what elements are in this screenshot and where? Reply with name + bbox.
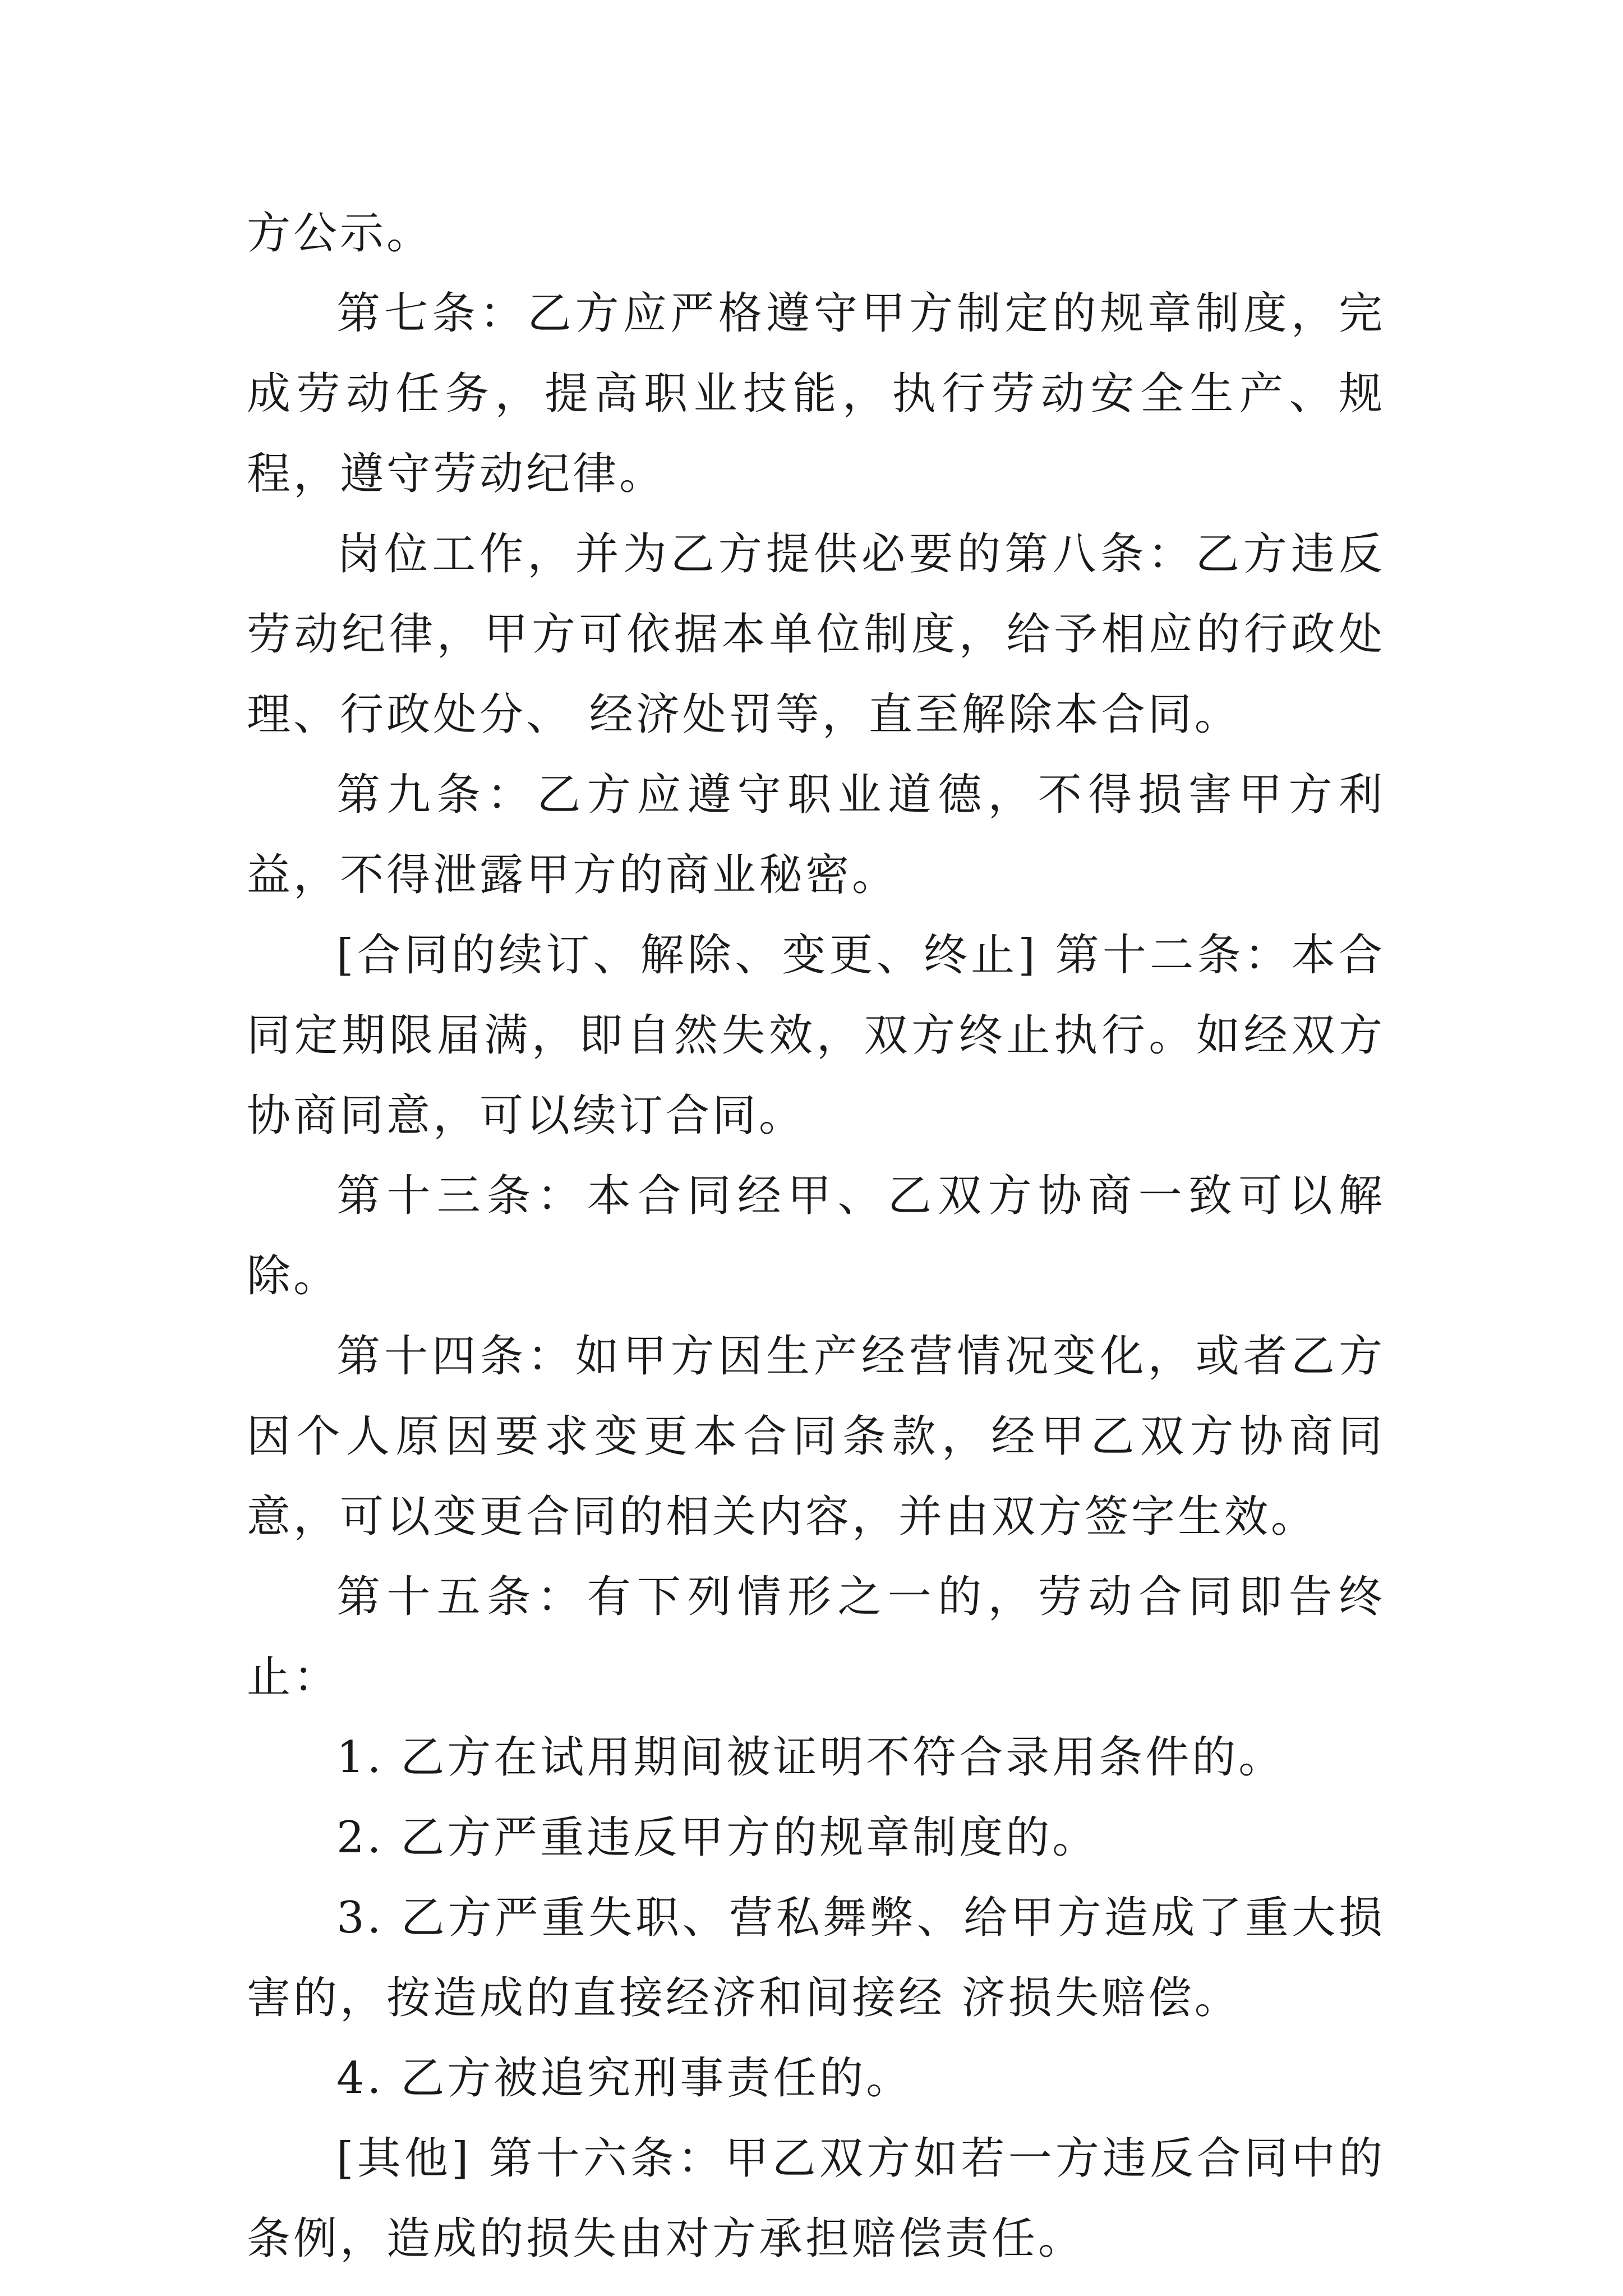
document-body xyxy=(247,194,1385,2279)
paragraph-article-14: 第十四条：如甲方因生产经营情况变化，或者乙方因个人原因要求变更本合同条款，经甲乙双方协商同意，可以变更合同的相关内容，并由双方签字生效。 xyxy=(247,1331,1385,1542)
paragraph-article-9: 第九条：乙方应遵守职业道德，不得损害甲方利益，不得泄露甲方的商业秘密。 xyxy=(247,770,1385,900)
paragraph-article-7: 第七条：乙方应严格遵守甲方制定的规章制度，完成劳动任务，提高职业技能，执行劳动安全生产、规程，遵守劳动纪律。 xyxy=(247,288,1385,499)
paragraph-article-13: 第十三条：本合同经甲、乙双方协商一致可以解除。 xyxy=(247,1171,1385,1301)
list-item-2: 2. 乙方严重违反甲方的规章制度的。 xyxy=(336,1812,1099,1863)
paragraph-article-8: 岗位工作，并为乙方提供必要的第八条：乙方违反劳动纪律，甲方可依据本单位制度，给予相应的行政处理、行政处分、 经济处罚等，直至解除本合同。 xyxy=(247,529,1385,740)
paragraph-article-12: [合同的续订、解除、变更、终止] 第十二条：本合同定期限届满，即自然失效，双方终止执行。如经双方协商同意，可以续订合同。 xyxy=(247,930,1385,1141)
paragraph-announcement-end: 方公示。 xyxy=(247,208,434,259)
paragraph-article-15: 第十五条：有下列情形之一的，劳动合同即告终止： xyxy=(247,1572,1385,1703)
paragraph-article-16: [其他] 第十六条：甲乙双方如若一方违反合同中的条例，造成的损失由对方承担赔偿责任。 xyxy=(247,2133,1385,2264)
list-item-1: 1. 乙方在试用期间被证明不符合录用条件的。 xyxy=(336,1732,1285,1783)
list-item-3: 3. 乙方严重失职、营私舞弊、给甲方造成了重大损害的，按造成的直接经济和间接经 济损失赔偿。 xyxy=(247,1893,1385,2023)
list-item-4: 4. 乙方被追究刑事责任的。 xyxy=(336,2053,913,2104)
